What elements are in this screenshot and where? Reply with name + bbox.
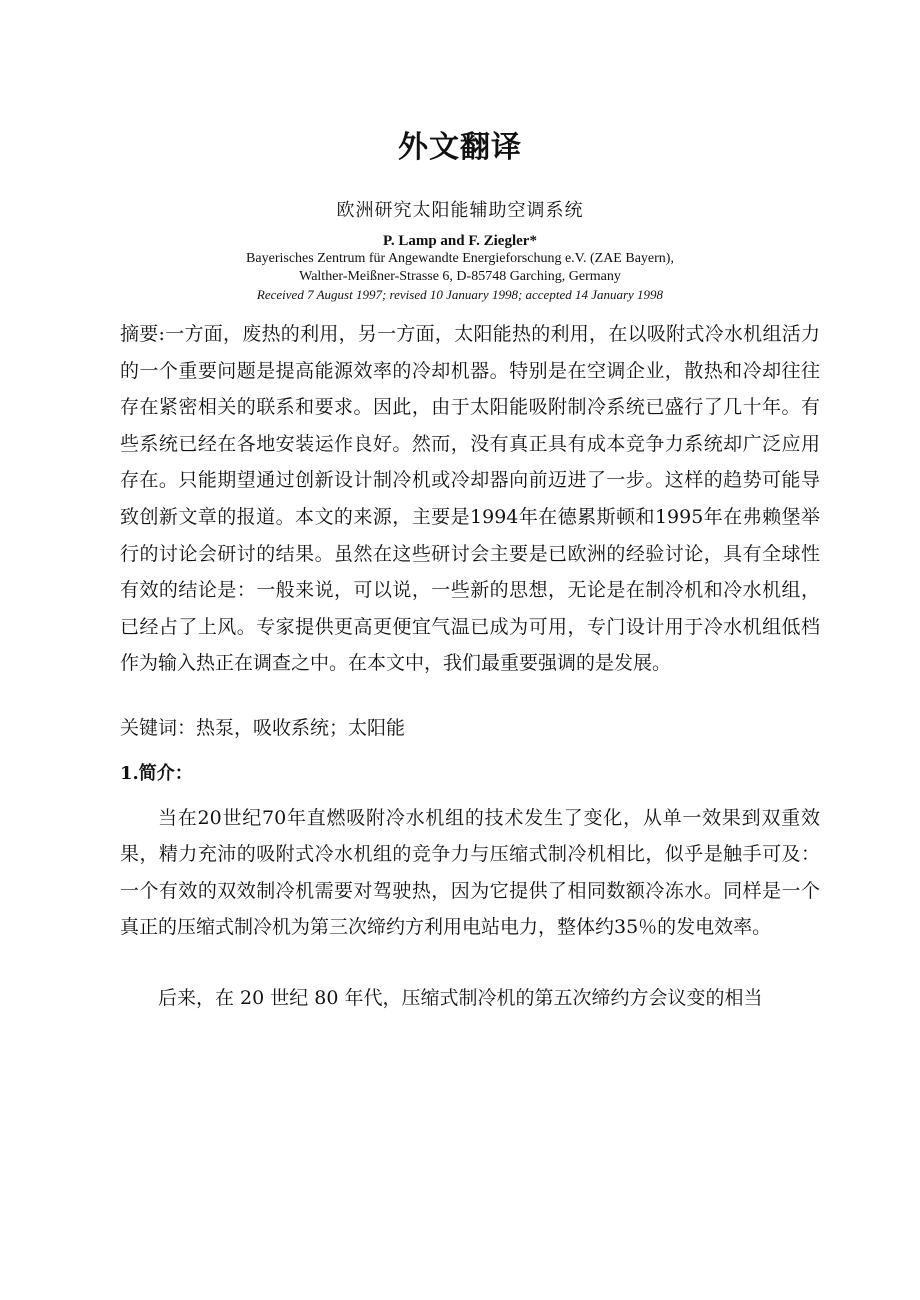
keywords: 关键词：热泵，吸收系统；太阳能 (120, 717, 406, 739)
paragraph-2: 后来，在 20 世纪 80 年代，压缩式制冷机的第五次缔约方会议变的相当 (158, 987, 763, 1009)
paragraph-1: 当在20世纪70年直燃吸附冷水机组的技术发生了变化，从单一效果到双重效果，精力充沛的吸附式冷水机组的竞争力与压缩式制冷机相比，似乎是触手可及：一个有效的双效制冷机需要对驾驶热，因为它提供了相同数额冷冻水。同样是一个真正的压缩式制冷机为第三次缔约方利用电站电力，整体约35％的发电效率。 (120, 807, 820, 939)
affiliation-line-1: Bayerisches Zentrum für Angewandte Energieforschung e.V. (ZAE Bayern), (246, 251, 674, 266)
authors: P. Lamp and F. Ziegler* (383, 233, 537, 249)
affiliation-line-2: Walther-Meißner-Strasse 6, D-85748 Garching, Germany (299, 269, 621, 284)
abstract (120, 316, 820, 682)
abstract-text: 一方面，废热的利用，另一方面，太阳能热的利用，在以吸附式冷水机组活力的一个重要问题是提高能源效率的冷却机器。特别是在空调企业，散热和冷却往往存在紧密相关的联系和要求。因此，由于太阳能吸附制冷系统已盛行了几十年。有些系统已经在各地安装运作良好。然而，没有真正具有成本竞争力系统却广泛应用存在。只能期望通过创新设计制冷机或冷却器向前迈进了一步。这样的趋势可能导致创新文章的报道。本文的来源，主要是1994年在德累斯顿和1995年在弗赖堡举行的讨论会研讨的结果。虽然在这些研讨会主要是已欧洲的经验讨论，具有全球性有效的结论是：一般来说，可以说，一些新的思想，无论是在制冷机和冷水机组，已经占了上风。专家提供更高更便宜气温已成为可用，专门设计用于冷水机组低档作为输入热正在调查之中。在本文中，我们最重要强调的是发展。 (120, 323, 820, 675)
document-title: 外文翻译 (398, 130, 522, 165)
paper-title: 欧洲研究太阳能辅助空调系统 (336, 200, 584, 221)
publication-dates: Received 7 August 1997; revised 10 January 1998; accepted 14 January 1998 (256, 287, 664, 302)
abstract-label: 摘要: (120, 323, 165, 345)
section-heading-introduction: 1.简介： (120, 763, 193, 784)
